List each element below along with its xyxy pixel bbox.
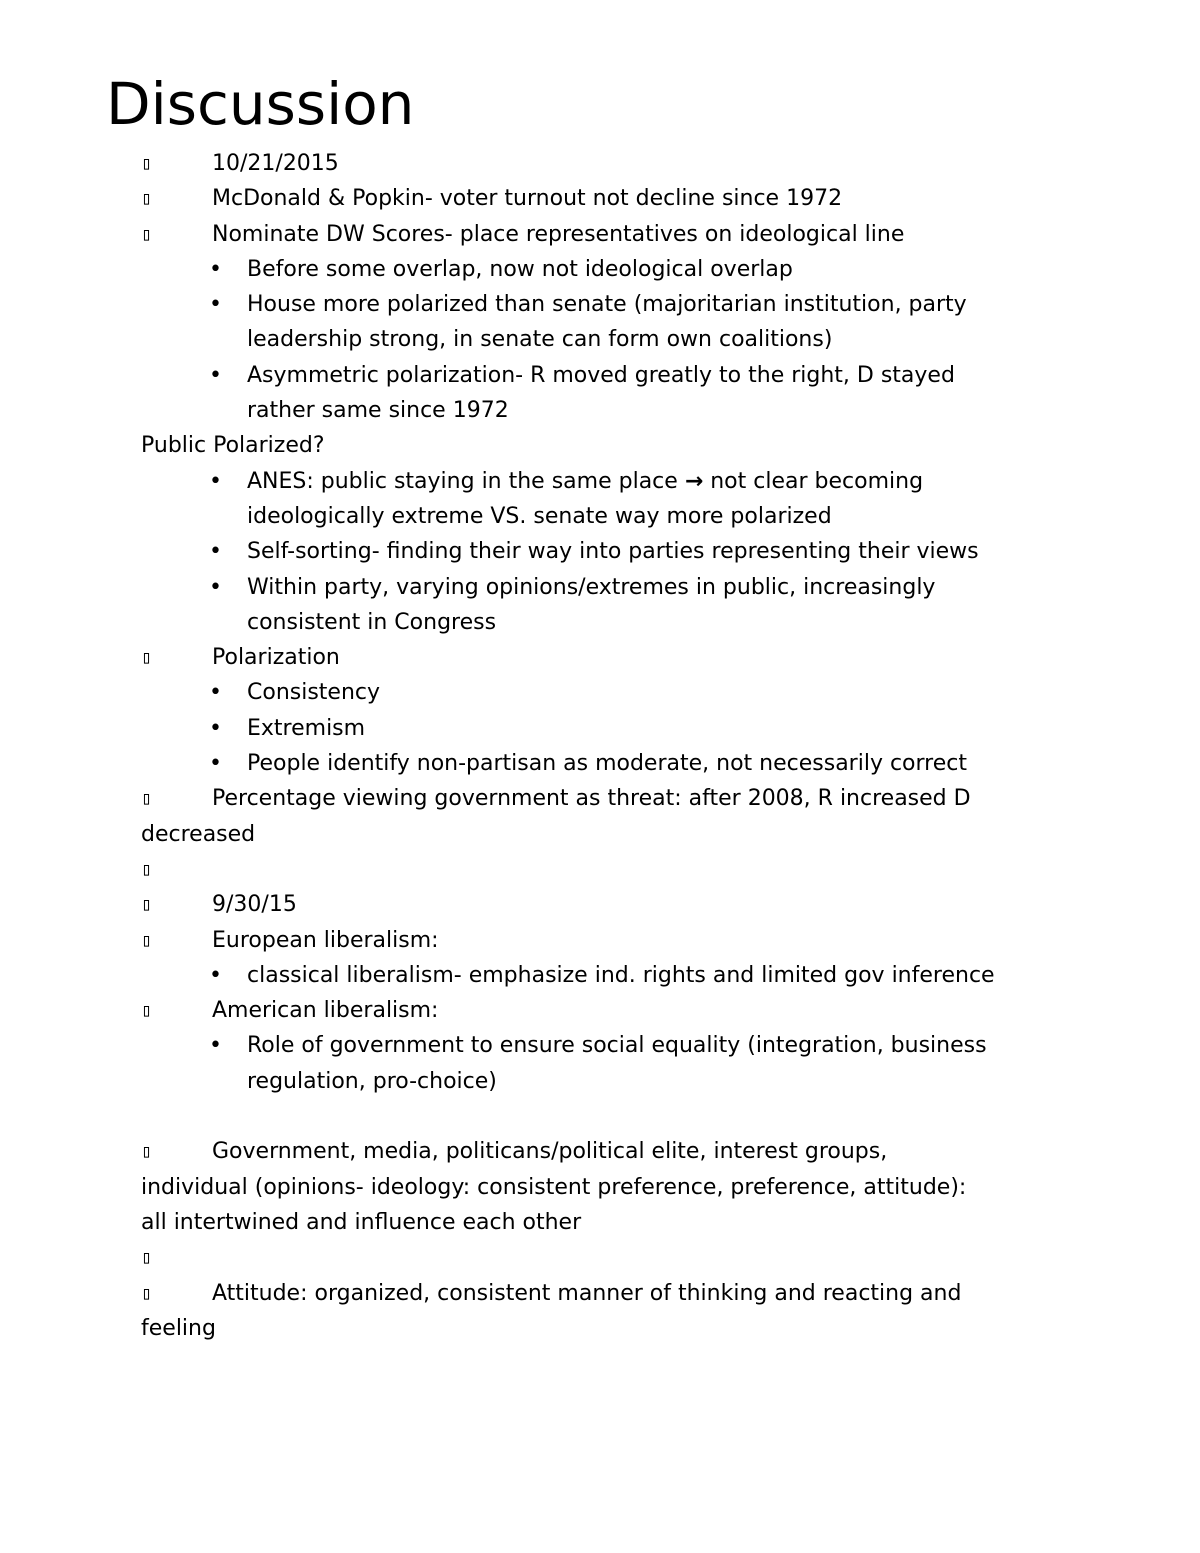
line-text: House more polarized than senate (majoritarian institution, party (247, 292, 967, 318)
square-bullet-icon: ▯ (141, 223, 152, 245)
line-text: People identify non-partisan as moderate, not necessarily correct (247, 751, 967, 777)
line-text: Before some overlap, now not ideological overlap (247, 256, 793, 282)
bullet-icon: • (209, 468, 222, 494)
bullet-icon: • (209, 539, 222, 565)
line-text: consistent in Congress (247, 609, 497, 635)
line-text: European liberalism: (212, 927, 439, 953)
sub-list-item-continuation (0, 322, 1200, 357)
bullet-icon: • (209, 1033, 222, 1059)
square-bullet-icon: ▯ (141, 788, 152, 810)
line-text: decreased (141, 821, 256, 847)
square-bullet-icon: ▯ (141, 1000, 152, 1022)
line-text: Asymmetric polarization- R moved greatly to the right, D stayed (247, 362, 955, 388)
blank-line (0, 1099, 1200, 1134)
line-text: 9/30/15 (212, 892, 297, 918)
sub-list-item (0, 1028, 1200, 1063)
bullet-icon: • (209, 962, 222, 988)
square-bullet-icon: ▯ (141, 929, 152, 951)
line-text: feeling (141, 1315, 216, 1341)
line-text-part: not clear becoming (703, 468, 924, 494)
square-bullet-icon: ▯ (141, 1247, 152, 1269)
bullet-icon: • (209, 362, 222, 388)
sub-list-item-continuation (0, 605, 1200, 640)
square-bullet-icon: ▯ (141, 1141, 152, 1163)
list-item (0, 217, 1200, 252)
line-text: Percentage viewing government as threat: after 2008, R increased D (212, 786, 971, 812)
sub-list-item (0, 958, 1200, 993)
line-text: Within party, varying opinions/extremes in public, increasingly (247, 574, 936, 600)
list-item (0, 923, 1200, 958)
list-item (0, 993, 1200, 1028)
sub-list-item (0, 287, 1200, 322)
bullet-icon: • (209, 256, 222, 282)
line-text: McDonald & Popkin- voter turnout not decline since 1972 (212, 186, 843, 212)
line-text: classical liberalism- emphasize ind. rights and limited gov inference (247, 962, 995, 988)
page-title: Discussion (106, 70, 415, 138)
list-item-continuation (0, 1205, 1200, 1240)
sub-list-item-continuation (0, 499, 1200, 534)
bullet-icon: • (209, 574, 222, 600)
line-text: ideologically extreme VS. senate way more polarized (247, 503, 832, 529)
list-item (0, 181, 1200, 216)
line-text: Self-sorting- finding their way into parties representing their views (247, 539, 979, 565)
square-bullet-icon: ▯ (141, 1282, 152, 1304)
line-text: Attitude: organized, consistent manner of thinking and reacting and (212, 1280, 962, 1306)
sub-list-item (0, 464, 1200, 499)
line-text: 10/21/2015 (212, 151, 339, 176)
list-item (0, 852, 1200, 887)
section-heading (0, 428, 1200, 463)
sub-list-item (0, 252, 1200, 287)
square-bullet-icon: ▯ (141, 188, 152, 210)
bullet-icon: • (209, 715, 222, 741)
list-item (0, 1134, 1200, 1169)
list-item-continuation (0, 1311, 1200, 1346)
line-text: Nominate DW Scores- place representatives on ideological line (212, 221, 905, 247)
sub-list-item-continuation (0, 393, 1200, 428)
sub-list-item-continuation (0, 1064, 1200, 1099)
square-bullet-icon: ▯ (141, 858, 152, 880)
line-text: Public Polarized? (141, 433, 325, 459)
bullet-icon: • (209, 292, 222, 318)
sub-list-item (0, 534, 1200, 569)
arrow-right-icon: → (684, 468, 704, 494)
line-text: Role of government to ensure social equality (integration, business (247, 1033, 987, 1059)
list-item-continuation (0, 1170, 1200, 1205)
list-item (0, 887, 1200, 922)
document-body (0, 146, 1200, 1346)
sub-list-item (0, 675, 1200, 710)
sub-list-item (0, 570, 1200, 605)
square-bullet-icon: ▯ (141, 647, 152, 669)
bullet-icon: • (209, 751, 222, 777)
line-text: rather same since 1972 (247, 398, 509, 424)
line-text-part: ANES: public staying in the same place (247, 468, 685, 494)
line-text: American liberalism: (212, 998, 439, 1024)
list-item (0, 1276, 1200, 1311)
bullet-icon: • (209, 680, 222, 706)
list-item (0, 640, 1200, 675)
sub-list-item (0, 746, 1200, 781)
list-item-continuation (0, 817, 1200, 852)
line-text: Government, media, politicans/political elite, interest groups, (212, 1139, 888, 1165)
line-text: all intertwined and influence each other (141, 1209, 582, 1235)
list-item (0, 146, 1200, 181)
square-bullet-icon: ▯ (141, 153, 152, 174)
line-text (247, 464, 923, 499)
square-bullet-icon: ▯ (141, 894, 152, 916)
line-text: regulation, pro-choice) (247, 1068, 497, 1094)
sub-list-item (0, 711, 1200, 746)
sub-list-item (0, 358, 1200, 393)
line-text: leadership strong, in senate can form own coalitions) (247, 327, 833, 353)
line-text: Polarization (212, 645, 340, 671)
line-text: Consistency (247, 680, 381, 706)
line-text: Extremism (247, 715, 366, 741)
list-item (0, 781, 1200, 816)
line-text: individual (opinions- ideology: consistent preference, preference, attitude): (141, 1174, 967, 1200)
list-item (0, 1240, 1200, 1275)
